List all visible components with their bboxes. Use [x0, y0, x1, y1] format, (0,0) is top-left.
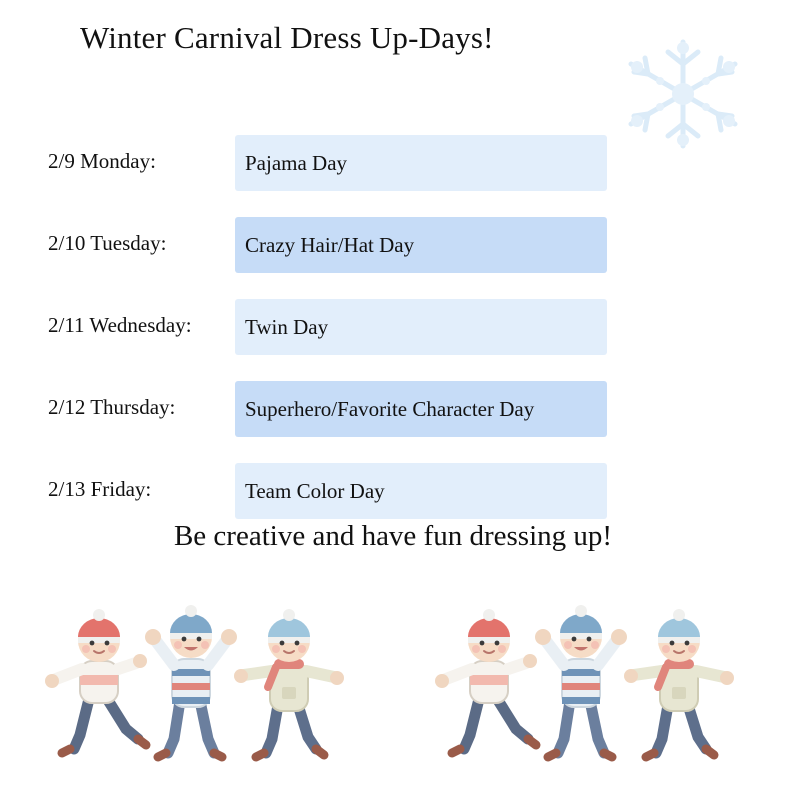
activity-label: Pajama Day — [245, 150, 348, 175]
activity-box — [235, 135, 607, 191]
activity-label: Twin Day — [245, 314, 329, 339]
activity-label: Crazy Hair/Hat Day — [245, 232, 415, 257]
page-title: Winter Carnival Dress Up-Days! — [80, 20, 494, 55]
schedule-row — [48, 299, 738, 361]
day-label: 2/10 Tuesday: — [48, 231, 167, 255]
kids-illustration-right — [420, 583, 750, 768]
day-label: 2/11 Wednesday: — [48, 313, 192, 337]
schedule-row — [48, 381, 738, 443]
activity-box — [235, 381, 607, 437]
activity-box — [235, 463, 607, 519]
activity-box — [235, 299, 607, 355]
day-label: 2/9 Monday: — [48, 149, 156, 173]
kids-illustration-left — [30, 583, 360, 768]
footer-message: Be creative and have fun dressing up! — [173, 520, 613, 552]
dress-up-schedule — [48, 135, 738, 545]
day-label: 2/12 Thursday: — [48, 395, 176, 419]
activity-box — [235, 217, 607, 273]
activity-label: Team Color Day — [245, 478, 385, 503]
schedule-row — [48, 463, 738, 525]
schedule-row — [48, 217, 738, 279]
day-label: 2/13 Friday: — [48, 477, 152, 501]
schedule-row — [48, 135, 738, 197]
activity-label: Superhero/Favorite Character Day — [245, 396, 535, 421]
